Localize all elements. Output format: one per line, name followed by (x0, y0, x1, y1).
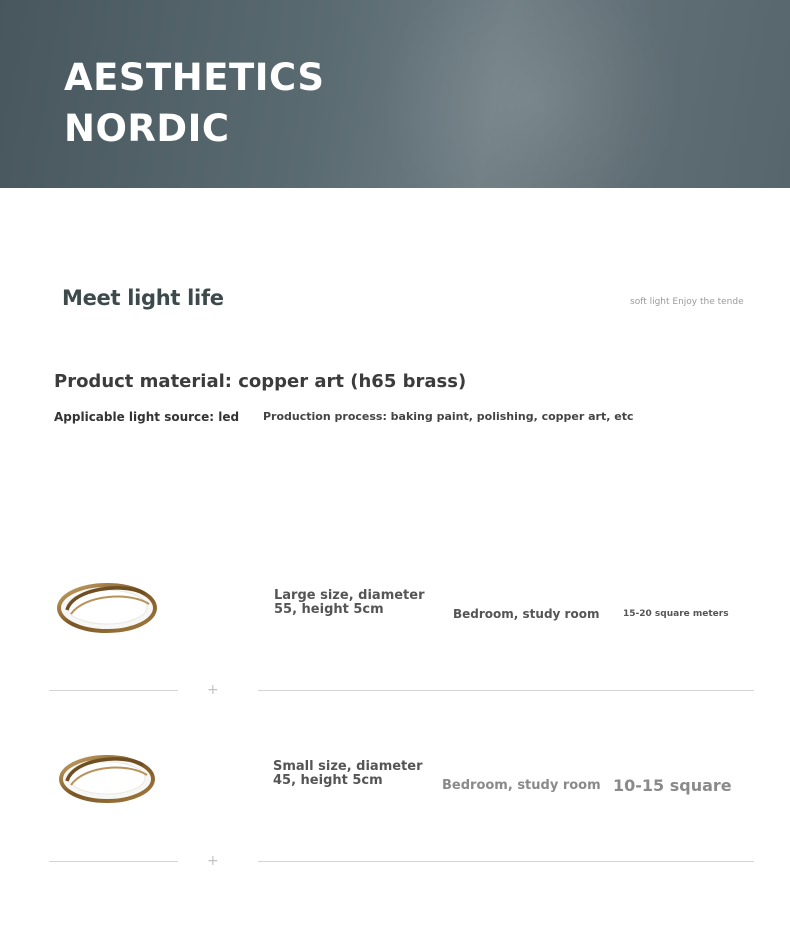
hero-title-line-1: AESTHETICS (64, 56, 325, 99)
product-room-large: Bedroom, study room (453, 607, 600, 621)
divider-line (258, 690, 754, 691)
ring-lamp-icon (55, 574, 160, 638)
product-material: Product material: copper art (h65 brass) (54, 371, 467, 392)
product-area-large: 15-20 square meters (623, 609, 729, 619)
light-source: Applicable light source: led (54, 410, 240, 424)
production-process: Production process: baking paint, polishing, copper art, etc (263, 410, 634, 423)
product-size-line: Large size, diameter (274, 588, 425, 603)
divider-line (49, 861, 178, 862)
product-area-small: 10-15 square (613, 776, 732, 795)
hero-banner (0, 0, 790, 188)
divider-plus: + (207, 682, 219, 698)
product-size-line: Small size, diameter (273, 759, 423, 774)
product-size-small (273, 760, 443, 788)
intro-tagline: soft light Enjoy the tende (630, 297, 744, 307)
intro-heading: Meet light life (62, 286, 224, 310)
ring-lamp-icon (55, 745, 160, 809)
product-size-line: 55, height 5cm (274, 602, 384, 617)
divider-line (49, 690, 178, 691)
product-room-small: Bedroom, study room (442, 778, 601, 793)
hero-title-line-2: NORDIC (64, 107, 230, 150)
product-size-large (274, 589, 444, 617)
product-size-line: 45, height 5cm (273, 773, 383, 788)
divider-line (258, 861, 754, 862)
divider-plus: + (207, 853, 219, 869)
